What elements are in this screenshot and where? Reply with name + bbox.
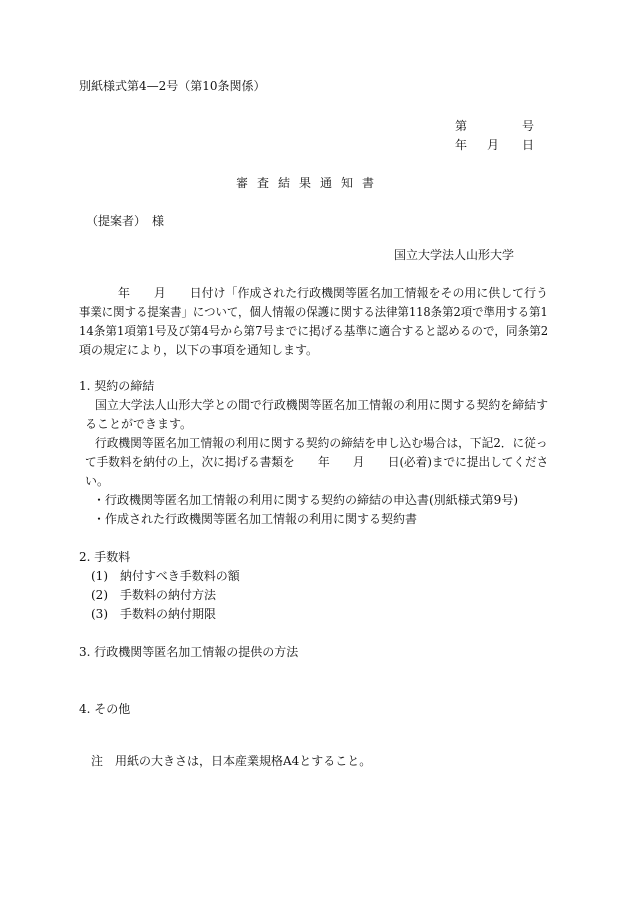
form-number: 別紙様式第4—2号（第10条関係） bbox=[79, 79, 266, 93]
section-1-p2-line-3: い。 bbox=[85, 474, 110, 488]
section-1-p1-line-1: 国立大学法人山形大学との間で行政機関等匿名加工情報の利用に関する契約を締結す bbox=[95, 398, 549, 412]
intro-line-1: 年 月 日付け「作成された行政機関等匿名加工情報をその用に供して行う bbox=[118, 286, 549, 300]
section-2-item-2: (2) 手数料の納付方法 bbox=[91, 588, 216, 602]
section-3-heading: 3. 行政機関等匿名加工情報の提供の方法 bbox=[79, 645, 299, 659]
section-1-bullet-1: ・行政機関等匿名加工情報の利用に関する契約の締結の申込書(別紙様式第9号) bbox=[93, 493, 519, 507]
section-4-heading: 4. その他 bbox=[79, 702, 131, 716]
date-label-month: 月 bbox=[487, 138, 500, 152]
section-2-item-3: (3) 手数料の納付期限 bbox=[91, 607, 216, 621]
note-text: 注 用紙の大きさは，日本産業規格A4とすること。 bbox=[91, 754, 372, 768]
section-1-heading: 1. 契約の締結 bbox=[79, 379, 155, 393]
section-1-bullet-2: ・作成された行政機関等匿名加工情報の利用に関する契約書 bbox=[93, 512, 418, 526]
intro-line-2: 事業に関する提案書」について，個人情報の保護に関する法律第118条第2項で準用する第1 bbox=[79, 305, 548, 319]
document-title: 審査結果通知書 bbox=[236, 176, 384, 190]
date-label-day: 日 bbox=[522, 138, 535, 152]
sender-name: 国立大学法人山形大学 bbox=[394, 248, 515, 262]
section-2-item-1: (1) 納付すべき手数料の額 bbox=[91, 569, 240, 583]
addressee: （提案者） 様 bbox=[86, 214, 165, 228]
section-1-p2-line-1: 行政機関等匿名加工情報の利用に関する契約の締結を申し込む場合は，下記2．に従っ bbox=[95, 436, 548, 450]
intro-line-4: 項の規定により，以下の事項を通知します。 bbox=[79, 343, 319, 357]
section-1-p1-line-2: ることができます。 bbox=[85, 417, 193, 431]
date-label-year: 年 bbox=[455, 138, 468, 152]
number-label-dai: 第 bbox=[455, 119, 468, 133]
intro-line-3: 14条第1項第1号及び第4号から第7号までに掲げる基準に適合すると認めるので，同条第2 bbox=[79, 324, 549, 338]
section-1-p2-line-2: て手数料を納付の上，次に掲げる書類を 年 月 日(必着)までに提出してくださ bbox=[85, 455, 549, 469]
number-label-go: 号 bbox=[522, 119, 535, 133]
section-2-heading: 2. 手数料 bbox=[79, 550, 131, 564]
